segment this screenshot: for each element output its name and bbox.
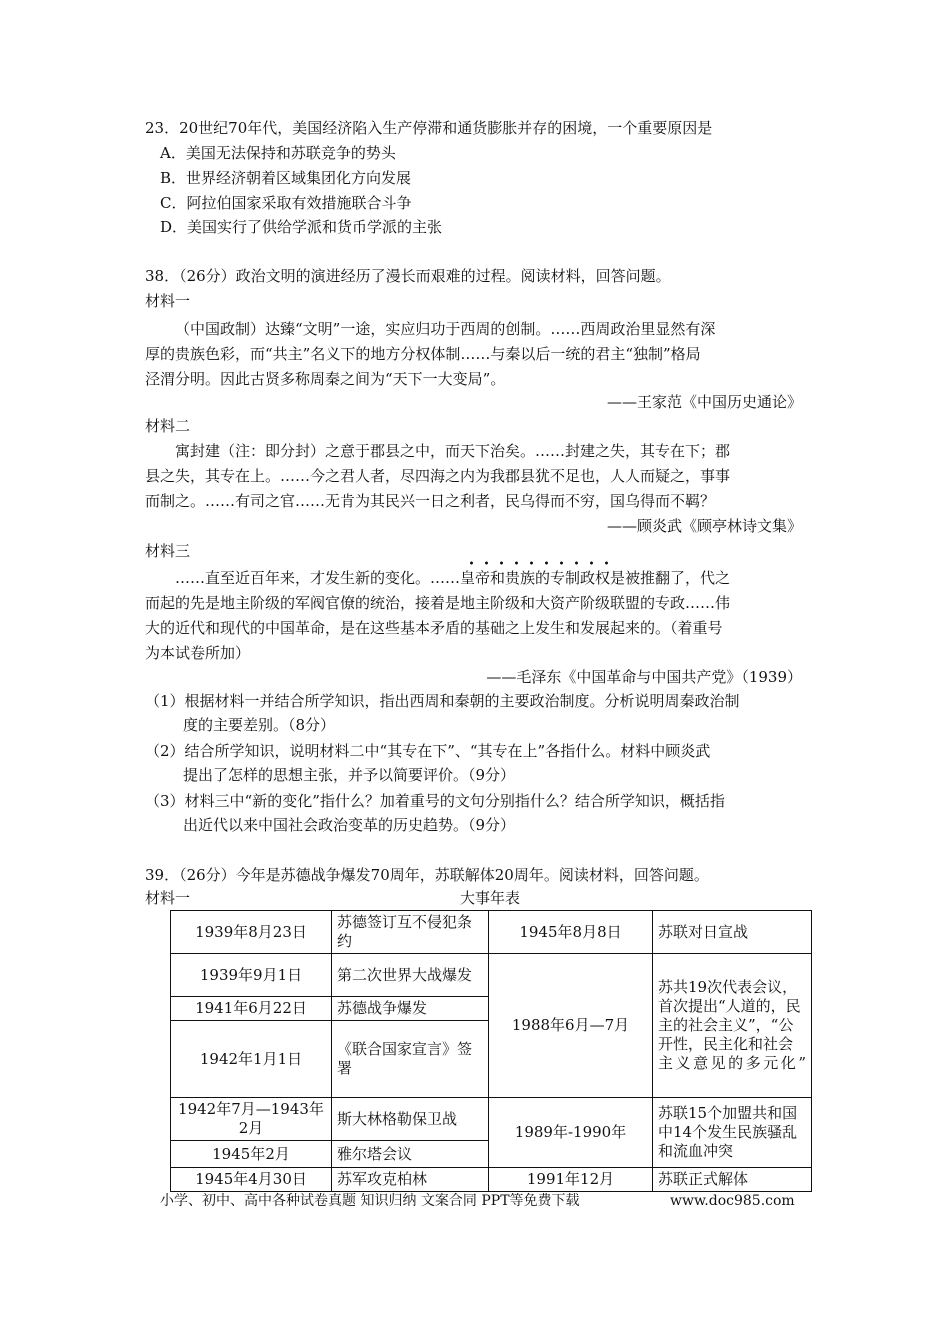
table-cell-date: 1991年12月 (489, 1168, 653, 1192)
table-cell-date: 1988年6月—7月 (489, 954, 653, 1098)
q38-material2-source: ——顾炎武《顾亭林诗文集》 (606, 517, 802, 535)
q38-subquestion-2: （2）结合所学知识，说明材料二中“其专在下”、“其专在上”各指什么。材料中顾炎武 (145, 742, 711, 760)
table-cell-date: 1989年-1990年 (489, 1098, 653, 1168)
table-cell-event: 苏德战争爆发 (332, 997, 489, 1021)
q23-option-d: D．美国实行了供给学派和货币学派的主张 (160, 218, 443, 236)
q39-stem: 39．（26分）今年是苏德战争爆发70周年，苏联解体20周年。阅读材料，回答问题。 (145, 866, 709, 884)
table-row (171, 954, 812, 997)
q38-stem: 38．（26分）政治文明的演进经历了漫长而艰难的过程。阅读材料，回答问题。 (145, 267, 671, 285)
q38-material1-label: 材料一 (145, 292, 191, 310)
q39-material1-label: 材料一 (145, 889, 191, 907)
q38-material1-line: 泾渭分明。因此古贤多称周秦之间为“天下一大变局”。 (145, 370, 506, 388)
q38-material1-source: ——王家范《中国历史通论》 (606, 393, 802, 411)
q38-material3-line: 而起的先是地主阶级的军阀官僚的统治，接着是地主阶级和大资产阶级联盟的专政……伟 (145, 594, 731, 612)
table-cell-event: 苏军攻克柏林 (332, 1168, 489, 1192)
table-cell-date: 1945年4月30日 (171, 1168, 332, 1192)
q38-material3-line1-pre: ……直至近百年来，才发生新的变化。…… (175, 569, 461, 587)
table-cell-event: 苏联正式解体 (653, 1168, 812, 1192)
table-cell-date: 1939年8月23日 (171, 911, 332, 954)
table-cell-date: 1939年9月1日 (171, 954, 332, 997)
table-cell-event: 苏联对日宣战 (653, 911, 812, 954)
q38-material3-line: 为本试卷所加） (145, 644, 251, 662)
q23-option-b: B．世界经济朝着区域集团化方向发展 (160, 169, 412, 187)
table-cell-date: 1942年7月—1943年2月 (171, 1098, 332, 1141)
q38-subquestion-2-cont: 提出了怎样的思想主张，并予以简要评价。（9分） (183, 766, 516, 784)
q23-stem: 23．20世纪70年代，美国经济陷入生产停滞和通货膨胀并存的困境，一个重要原因是 (145, 119, 713, 137)
table-row (171, 911, 812, 954)
q38-material2-line: 而制之。……有司之官……无肯为其民兴一日之利者，民乌得而不穷，国乌得而不羁？ (145, 492, 716, 510)
q38-material2-line: 寓封建（注：即分封）之意于郡县之中，而天下治矣。……封建之失，其专在下；郡 (175, 442, 731, 460)
table-cell-date: 1945年8月8日 (489, 911, 653, 954)
table-cell-event: 苏联15个加盟共和国中14个发生民族骚乱和流血冲突 (653, 1098, 812, 1168)
q38-material3-label: 材料三 (145, 542, 191, 560)
timeline-table-title: 大事年表 (460, 889, 521, 907)
q38-material3-line1-post: 是被推翻了，代之 (610, 569, 731, 587)
table-row (171, 1168, 812, 1192)
q23-option-a: A．美国无法保持和苏联竞争的势头 (160, 144, 396, 162)
timeline-table (170, 910, 812, 1192)
footer-url[interactable]: www.doc985.com (670, 1193, 795, 1209)
emphasized-text: 皇帝和贵族的专制政权 (460, 569, 611, 587)
table-cell-date: 1942年1月1日 (171, 1021, 332, 1098)
table-cell-event: 苏共19次代表会议，首次提出“人道的，民主的社会主义”，“公开性，民主化和社会主义意见的多元化” (653, 954, 812, 1098)
q38-subquestion-1-cont: 度的主要差别。（8分） (183, 716, 336, 734)
q38-material1-line: 厚的贵族色彩，而“共主”名义下的地方分权体制……与秦以后一统的君主“独制”格局 (145, 345, 701, 363)
q23-option-c: C．阿拉伯国家采取有效措施联合斗争 (160, 194, 412, 212)
q38-subquestion-3-cont: 出近代以来中国社会政治变革的历史趋势。（9分） (183, 816, 516, 834)
table-cell-event: 苏德签订互不侵犯条约 (332, 911, 489, 954)
q38-subquestion-3: （3）材料三中“新的变化”指什么？加着重号的文句分别指什么？结合所学知识，概括指 (145, 792, 725, 810)
q38-material1-line: （中国政制）达臻“文明”一途，实应归功于西周的创制。……西周政治里显然有深 (175, 320, 716, 338)
table-cell-date: 1945年2月 (171, 1141, 332, 1168)
emphasized-phrase (460, 569, 610, 587)
q38-material2-label: 材料二 (145, 417, 191, 435)
table-cell-event: 雅尔塔会议 (332, 1141, 489, 1168)
table-cell-event: 《联合国家宣言》签署 (332, 1021, 489, 1098)
emphasis-dots (460, 560, 610, 566)
table-cell-date: 1941年6月22日 (171, 997, 332, 1021)
q38-material3-source: ——毛泽东《中国革命与中国共产党》（1939） (486, 668, 802, 686)
q38-material2-line: 县之失，其专在上。……今之君人者，尽四海之内为我郡县犹不足也，人人而疑之，事事 (145, 467, 731, 485)
table-row (171, 1098, 812, 1141)
q38-subquestion-1: （1）根据材料一并结合所学知识，指出西周和秦朝的主要政治制度。分析说明周秦政治制 (145, 692, 740, 710)
q38-material3-line1 (175, 567, 730, 589)
table-cell-event: 斯大林格勒保卫战 (332, 1098, 489, 1141)
q38-material3-line: 大的近代和现代的中国革命，是在这些基本矛盾的基础之上发生和发展起来的。（着重号 (145, 619, 723, 637)
footer-text: 小学、初中、高中各种试卷真题 知识归纳 文案合同 PPT等免费下载 (160, 1193, 580, 1209)
table-cell-event: 第二次世界大战爆发 (332, 954, 489, 997)
